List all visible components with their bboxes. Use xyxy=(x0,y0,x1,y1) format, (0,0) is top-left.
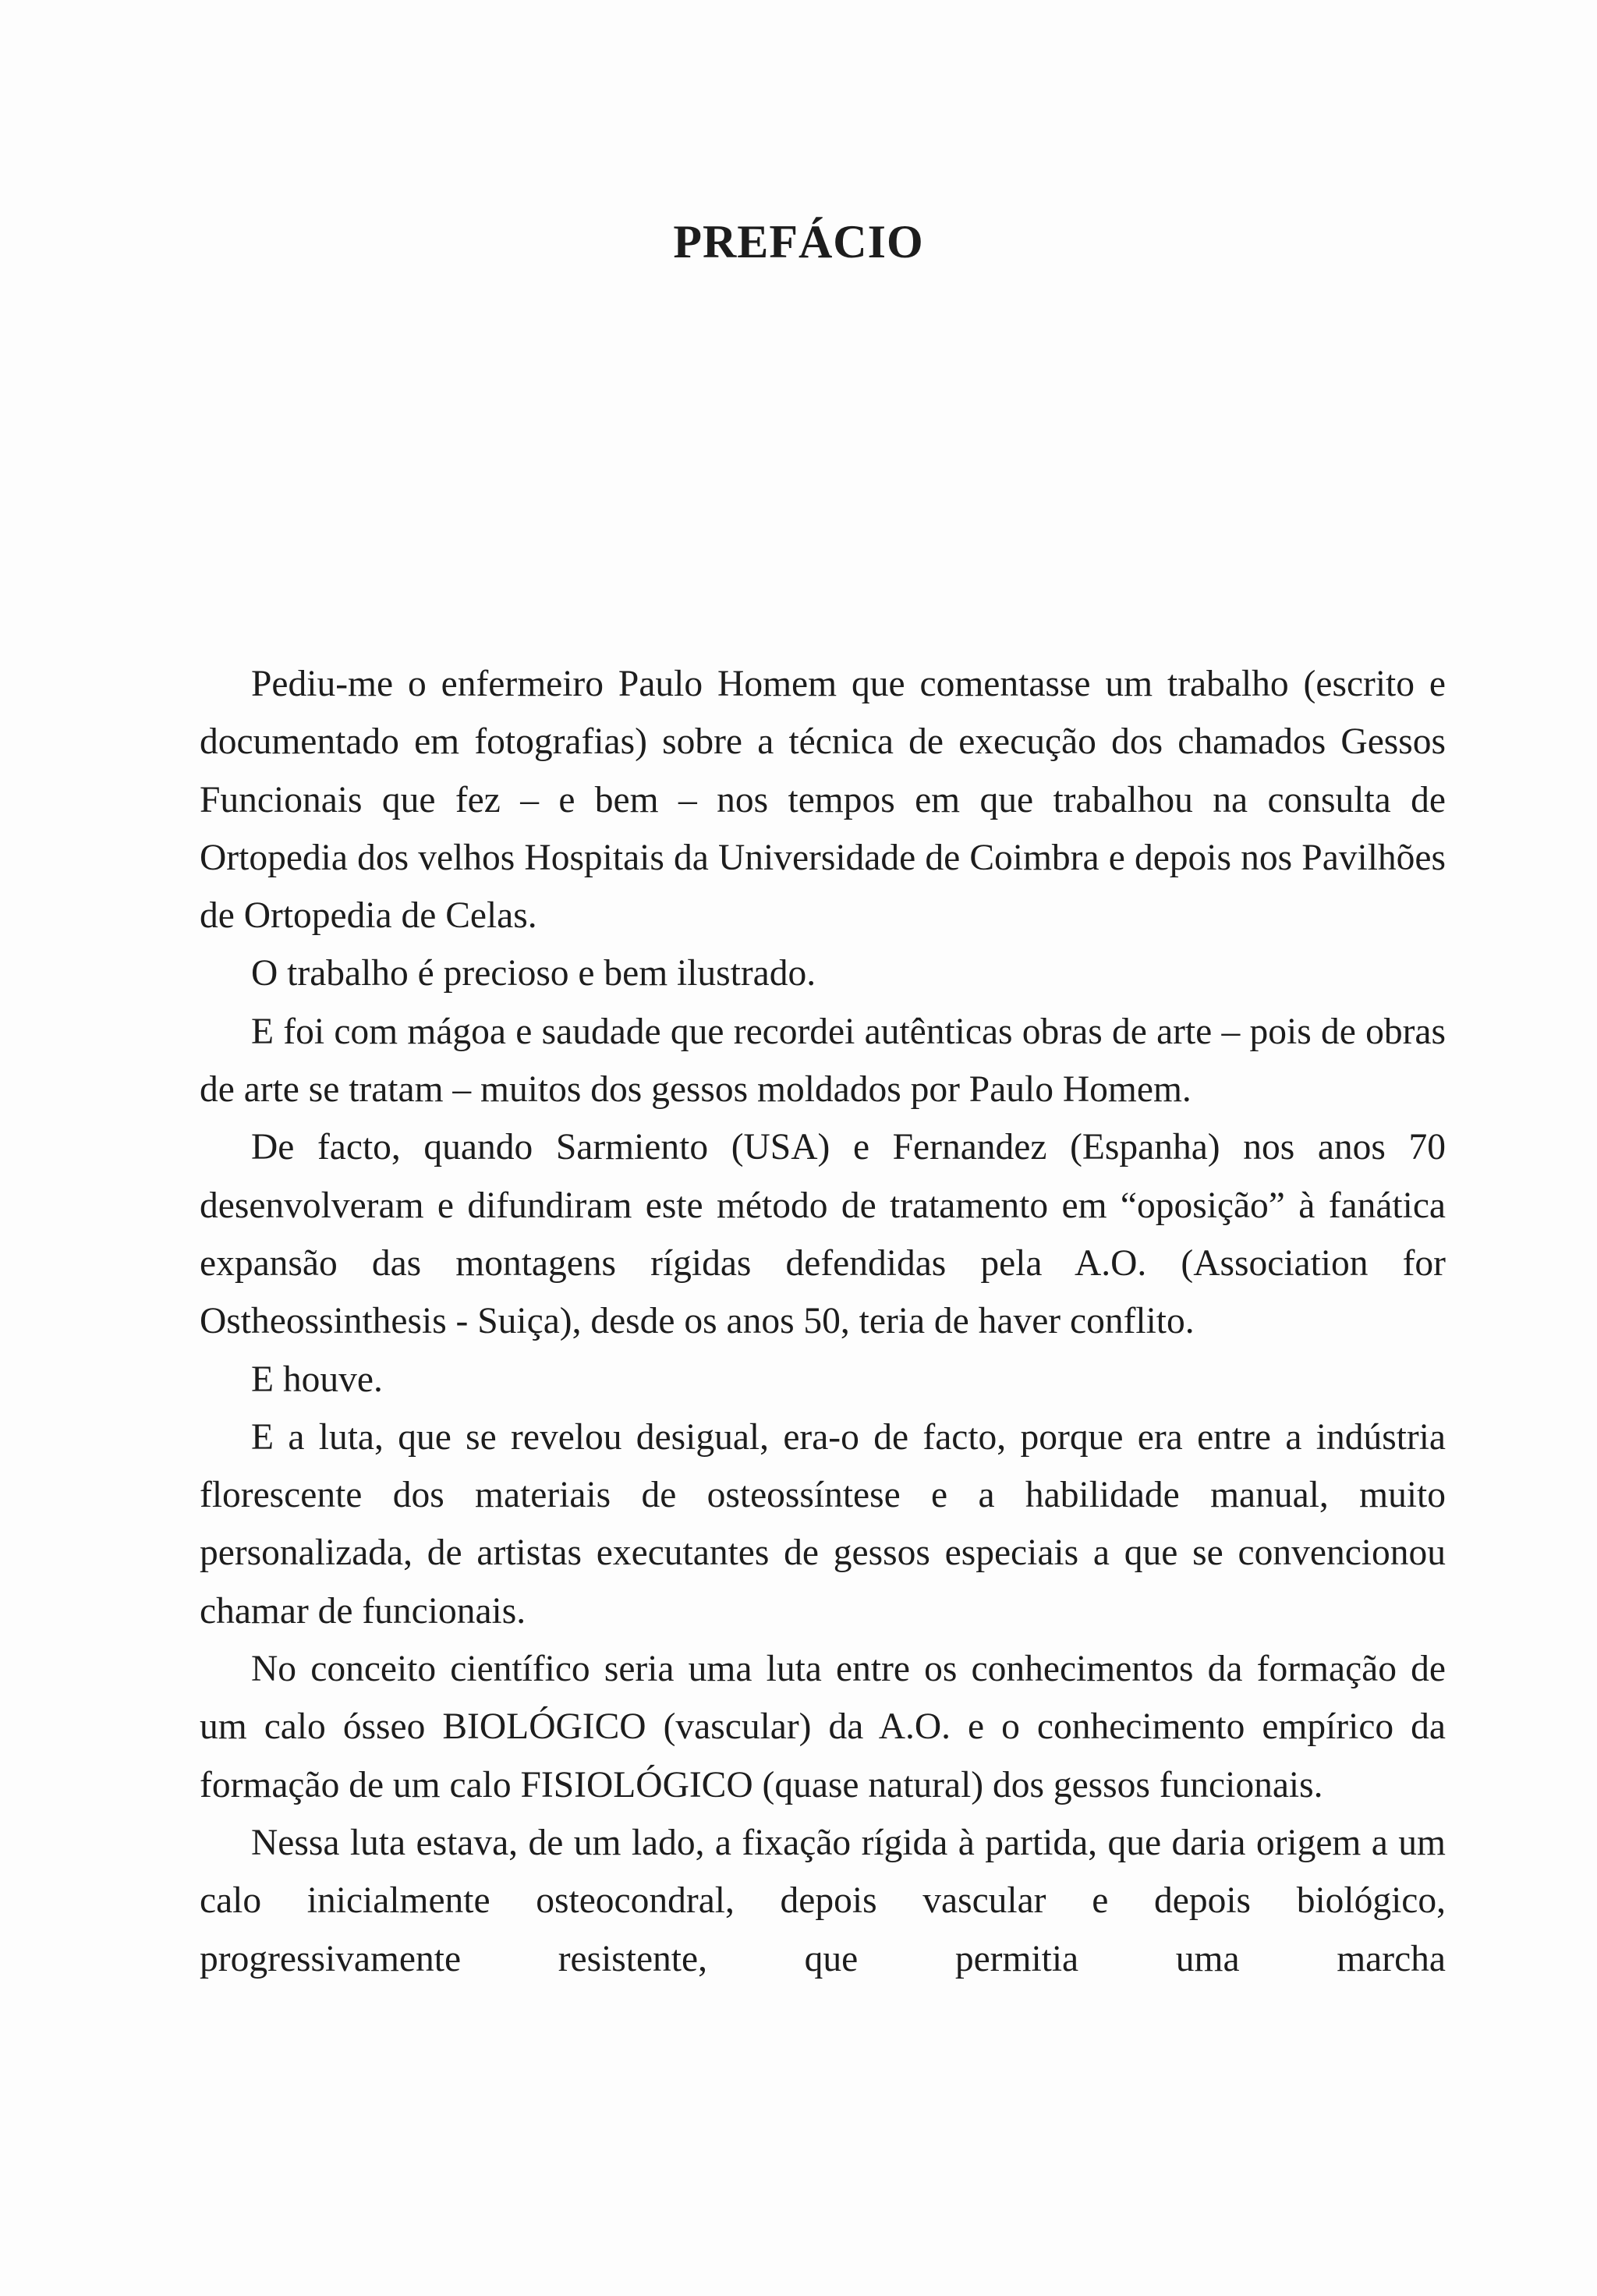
page-title: PREFÁCIO xyxy=(673,216,924,268)
paragraph: E houve. xyxy=(251,1359,383,1400)
paragraph: E foi com mágoa e saudade que recordei autênticas obras de arte – pois de obras de arte se tratam – muitos dos gessos moldados por Paulo Homem. xyxy=(200,1011,1446,1111)
paragraph: Nessa luta estava, de um lado, a fixação rígida à partida, que daria origem a um calo inicialmente osteocondral, depois vascular e depois biológico, progressivamente resistente, que permitia uma marcha xyxy=(200,1822,1446,1979)
paragraph: Pediu-me o enfermeiro Paulo Homem que comentasse um trabalho (escrito e documentado em fotografias) sobre a técnica de execução dos chamados Gessos Funcionais que fez – e bem – nos tempos em que trabalhou na consulta de Ortopedia dos velhos Hospitais da Universidade de Coimbra e depois nos Pavilhões de Ortopedia de Celas. xyxy=(200,664,1446,937)
paragraph: De facto, quando Sarmiento (USA) e Fernandez (Espanha) nos anos 70 desenvolveram e difundiram este método de tratamento em “oposição” à fanática expansão das montagens rígidas defendidas pela A.O. (Association for Ostheossinthesis - Suiça), desde os anos 50, teria de haver conflito. xyxy=(200,1127,1446,1342)
paragraph: No conceito científico seria uma luta entre os conhecimentos da formação de um calo ósseo BIOLÓGICO (vascular) da A.O. e o conhecimento empírico da formação de um calo FISIOLÓGICO (quase natural) dos gessos funcionais. xyxy=(200,1649,1446,1805)
paragraph: O trabalho é precioso e bem ilustrado. xyxy=(251,953,816,994)
preface-body xyxy=(200,655,1446,1988)
paragraph: E a luta, que se revelou desigual, era-o de facto, porque era entre a indústria florescente dos materiais de osteossíntese e a habilidade manual, muito personalizada, de artistas executantes de gessos especiais a que se convencionou chamar de funcionais. xyxy=(200,1416,1446,1632)
